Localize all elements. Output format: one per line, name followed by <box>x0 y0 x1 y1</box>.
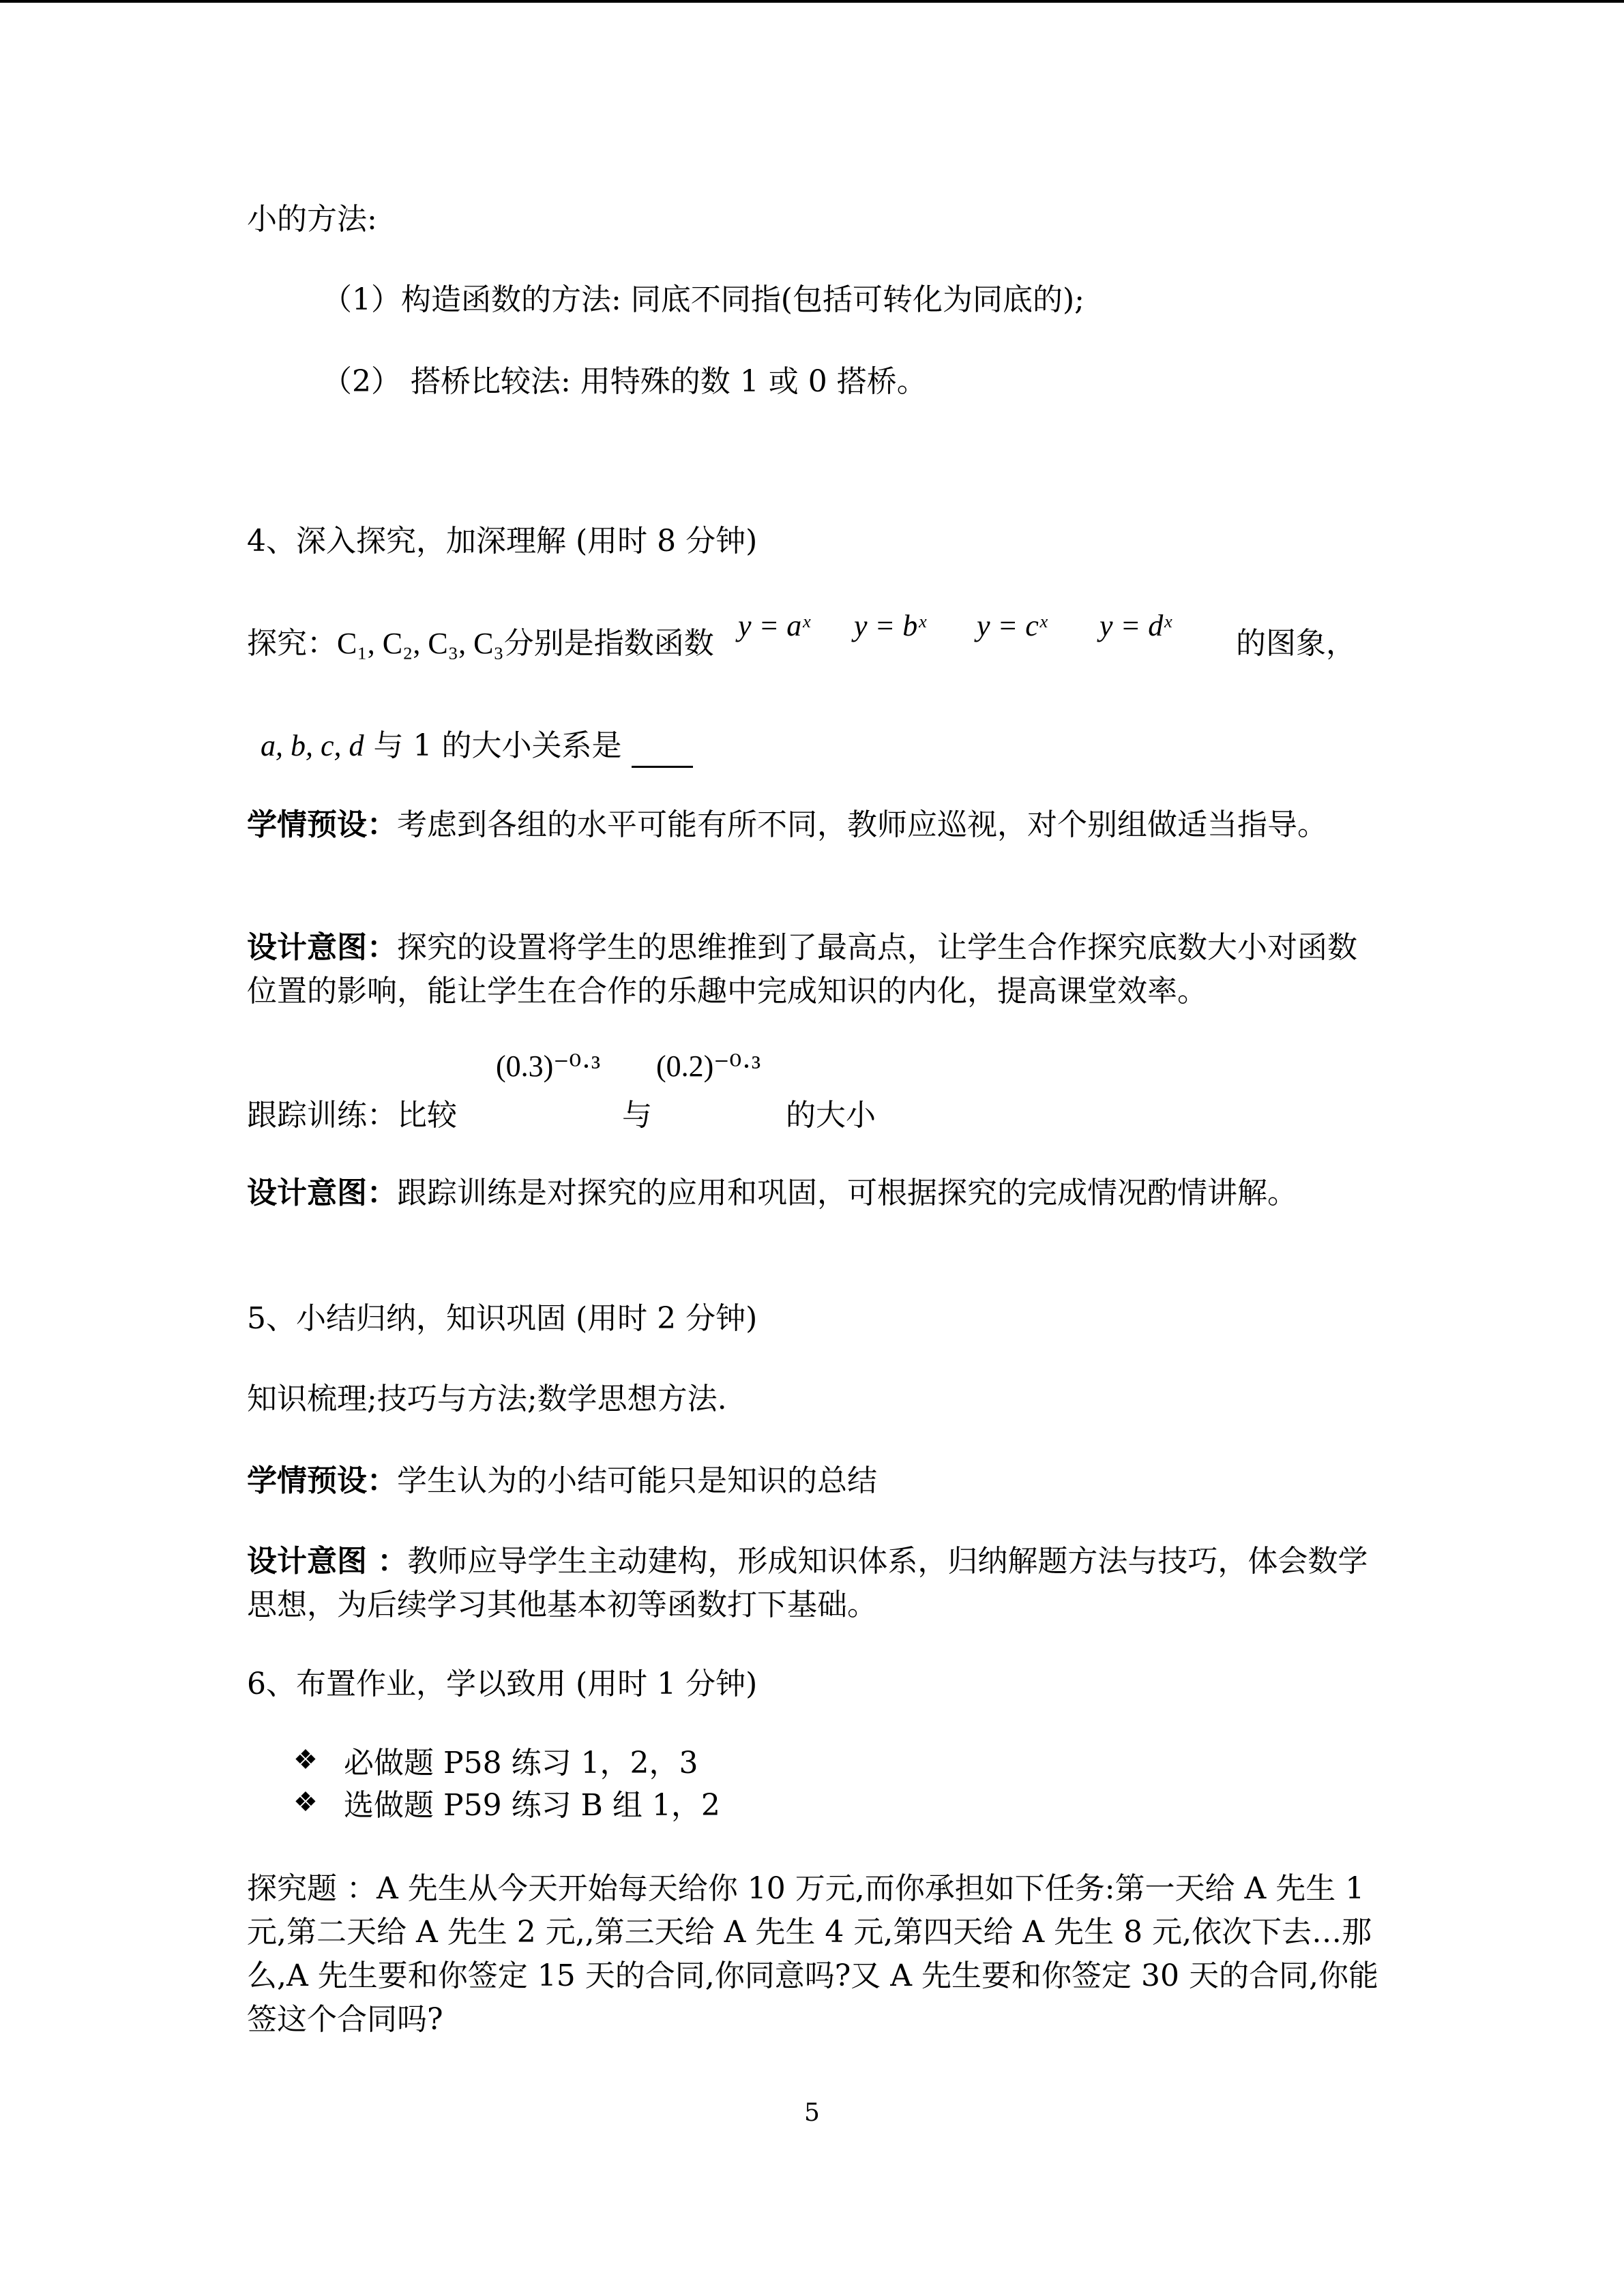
curve-labels: C₁, C₂, C₃, C₃ <box>337 627 504 660</box>
function-y-cx: y = cˣ <box>977 609 1048 642</box>
method-item-1: （1）构造函数的方法: 同底不同指(包括可转化为同底的); <box>322 282 1084 317</box>
label-bold: 学情预设： <box>247 1463 397 1498</box>
label-bold: 学情预设： <box>247 807 397 842</box>
answer-blank <box>632 739 693 768</box>
paragraph-text: 跟踪训练是对探究的应用和巩固，可根据探究的完成情况酌情讲解。 <box>397 1176 1297 1210</box>
section-heading-6: 6、布置作业，学以致用 (用时 1 分钟) <box>247 1667 758 1701</box>
diamond-bullet-icon: ❖ <box>293 1744 318 1776</box>
design-intent-3 <box>247 1540 1379 1627</box>
explore-mid: 分别是指数函数 <box>503 626 714 661</box>
paragraph-text: 教师应导学生主动建构，形成知识体系，归纳解题方法与技巧，体会数学思想，为后续学习其他基本初等函数打下基础。 <box>247 1544 1368 1622</box>
top-border-line <box>0 0 1624 3</box>
tracking-and: 与 <box>622 1098 652 1133</box>
summary-line: 知识梳理;技巧与方法;数学思想方法. <box>247 1382 727 1416</box>
homework-item-2: 选做题 P59 练习 B 组 1，2 <box>344 1788 720 1823</box>
explore-problem: 探究题 ：A 先生从今天开始每天给你 10 万元,而你承担如下任务:第一天给 A 先生 1 元,第二天给 A 先生 2 元,,第三天给 A 先生 4 元,第四天给 A 先生 8 元,依次下去…那么,A 先生要和你签定 15 天的合同,你同意吗?又 A 先生要和你签定 30 天的合同,你能签这个合同吗? <box>247 1871 1378 2037</box>
tracking-end: 的大小 <box>786 1098 876 1133</box>
design-intent-2 <box>247 1172 1379 1215</box>
label-bold: 设计意图： <box>247 1176 397 1210</box>
paragraph-text: 学生认为的小结可能只是知识的总结 <box>397 1463 877 1498</box>
explore-prefix: 探究： <box>247 626 337 661</box>
relation-text: 与 1 的大小关系是 <box>373 728 622 763</box>
function-y-dx: y = dˣ <box>1099 609 1172 642</box>
relation-vars: a, b, c, d <box>261 729 364 762</box>
tracking-line: 跟踪训练：比较 <box>247 1098 457 1133</box>
section-heading-5: 5、小结归纳，知识巩固 (用时 2 分钟) <box>247 1301 758 1336</box>
student-situation-1 <box>247 803 1379 847</box>
method-item-2: （2） 搭桥比较法: 用特殊的数 1 或 0 搭桥。 <box>322 364 927 399</box>
paragraph-text: 考虑到各组的水平可能有所不同，教师应巡视，对个别组做适当指导。 <box>397 807 1327 842</box>
explore-line <box>247 622 714 666</box>
homework-item-1: 必做题 P58 练习 1，2，3 <box>344 1746 698 1780</box>
label-bold: 设计意图 ： <box>247 1544 408 1579</box>
design-intent-1 <box>247 926 1379 1013</box>
label-bold: 设计意图： <box>247 930 397 965</box>
section-heading-4: 4、深入探究，加深理解 (用时 8 分钟) <box>247 524 758 558</box>
diamond-bullet-icon: ❖ <box>293 1787 318 1818</box>
expression-0-2: (0.2)⁻⁰·³ <box>656 1049 761 1083</box>
function-y-ax: y = aˣ <box>738 609 810 642</box>
student-situation-2 <box>247 1459 877 1503</box>
expression-0-3: (0.3)⁻⁰·³ <box>496 1049 601 1083</box>
paragraph-text: 探究的设置将学生的思维推到了最高点，让学生合作探究底数大小对函数位置的影响，能让学生在合作的乐趣中完成知识的内化，提高课堂效率。 <box>247 930 1357 1009</box>
relation-line <box>261 724 693 768</box>
page-number: 5 <box>804 2099 820 2127</box>
function-y-bx: y = bˣ <box>854 609 926 642</box>
explore-end: 的图象， <box>1236 626 1356 661</box>
text-line: 小的方法: <box>247 202 377 237</box>
